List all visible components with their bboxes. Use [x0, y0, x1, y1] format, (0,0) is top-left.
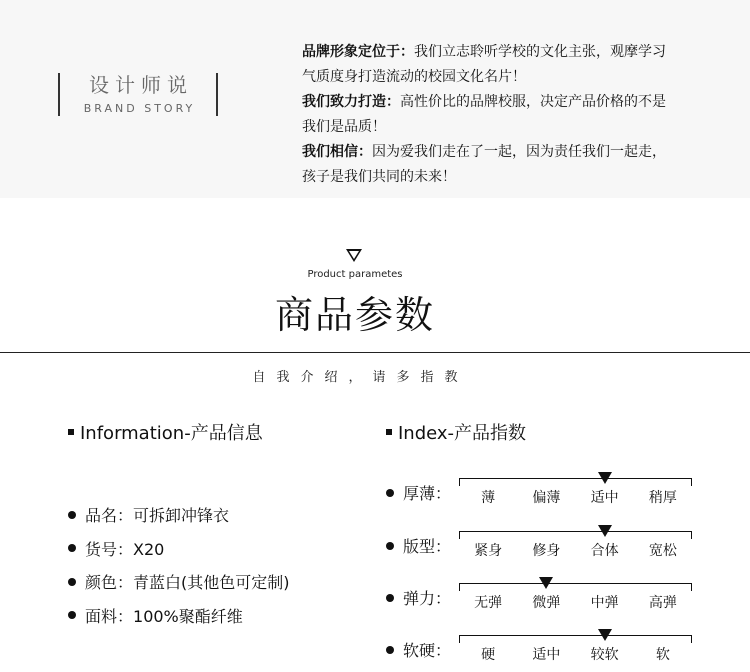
index-option: 偏薄 — [532, 490, 561, 506]
info-item-label: 货号： — [85, 539, 134, 559]
index-label-text: 版型： — [403, 537, 452, 556]
index-row-label — [386, 589, 451, 609]
story-body: 因为爱我们走在了一起，因为责任我们一起走，孩子是我们共同的未来！ — [302, 144, 666, 185]
index-scale-track — [459, 531, 692, 539]
index-marker-icon — [598, 629, 612, 641]
info-list — [68, 506, 290, 640]
index-row-thickness — [386, 486, 696, 516]
story-paragraph — [302, 140, 672, 190]
index-option: 合体 — [590, 543, 619, 559]
params-intro: 自我介绍，请多指教 — [252, 370, 469, 385]
info-item — [68, 607, 290, 641]
info-item-value: 青蓝白(其他色可定制) — [133, 573, 290, 592]
index-option: 适中 — [590, 490, 619, 506]
brand-story-section — [0, 0, 750, 198]
story-label: 我们相信： — [302, 144, 372, 160]
index-option: 中弹 — [590, 595, 619, 611]
story-body: 我们立志聆听学校的文化主张，观摩学习气质度身打造流动的校园文化名片！ — [302, 44, 666, 85]
bullet-dot-icon — [68, 611, 76, 619]
index-scale-track — [459, 478, 692, 486]
info-item-value: X20 — [133, 539, 165, 559]
brand-story-badge — [58, 73, 218, 116]
brand-title-cn: 设计师说 — [89, 73, 193, 97]
story-paragraph — [302, 40, 672, 90]
bullet-dot-icon — [68, 511, 76, 519]
index-row-fit — [386, 539, 696, 569]
index-label-text: 弹力： — [403, 589, 452, 608]
bullet-dot-icon — [386, 646, 394, 654]
index-title-text: Index-产品指数 — [398, 423, 527, 444]
params-title: 商品参数 — [274, 293, 435, 337]
info-item-label: 品名： — [85, 506, 134, 525]
index-marker-icon — [598, 525, 612, 537]
index-option: 较软 — [590, 647, 619, 663]
square-bullet-icon — [386, 429, 392, 435]
index-scale-options — [459, 542, 692, 560]
bullet-dot-icon — [68, 544, 76, 552]
index-option: 薄 — [481, 490, 496, 506]
index-option: 高弹 — [648, 595, 677, 611]
index-option: 硬 — [481, 647, 496, 663]
index-row-label — [386, 537, 451, 557]
index-option: 修身 — [532, 543, 561, 559]
index-scale-options — [459, 489, 692, 507]
info-item-label: 面料： — [85, 606, 134, 626]
section-divider — [0, 352, 750, 353]
index-scale-track — [459, 583, 692, 591]
info-item-value: 100%聚酯纤维 — [133, 606, 243, 626]
params-subtitle: Product parametes — [307, 269, 403, 280]
index-scale-track — [459, 635, 692, 643]
bullet-dot-icon — [386, 489, 394, 497]
info-item-value: 可拆卸冲锋衣 — [133, 506, 230, 525]
info-item — [68, 506, 290, 540]
info-title-text: Information-产品信息 — [80, 423, 263, 444]
index-option: 稍厚 — [648, 490, 677, 506]
index-label-text: 厚薄： — [403, 484, 452, 503]
info-item — [68, 540, 290, 574]
index-option: 软 — [655, 647, 670, 663]
bullet-dot-icon — [68, 578, 76, 586]
index-section-title — [386, 423, 526, 445]
index-scale-options — [459, 646, 692, 664]
index-option: 微弹 — [532, 595, 561, 611]
index-row-label — [386, 641, 451, 661]
story-label: 品牌形象定位于： — [302, 44, 414, 60]
index-row-softness — [386, 643, 696, 672]
index-option: 无弹 — [474, 595, 503, 611]
info-section-title — [68, 423, 263, 445]
index-option: 适中 — [532, 647, 561, 663]
index-row-elasticity — [386, 591, 696, 621]
index-option: 紧身 — [474, 543, 503, 559]
story-label: 我们致力打造： — [302, 94, 400, 110]
brand-story-text — [302, 40, 672, 190]
index-scale-options — [459, 594, 692, 612]
story-paragraph — [302, 90, 672, 140]
story-body: 高性价比的品牌校服，决定产品价格的不是我们是品质！ — [302, 94, 666, 135]
brand-title-en: BRAND STORY — [83, 102, 196, 115]
info-item — [68, 573, 290, 607]
bullet-dot-icon — [386, 542, 394, 550]
index-option: 宽松 — [648, 543, 677, 559]
index-row-label — [386, 484, 451, 504]
index-label-text: 软硬： — [403, 641, 452, 660]
index-marker-icon — [598, 472, 612, 484]
down-triangle-icon — [346, 249, 362, 262]
bullet-dot-icon — [386, 594, 394, 602]
index-marker-icon — [539, 577, 553, 589]
square-bullet-icon — [68, 429, 74, 435]
info-item-label: 颜色： — [85, 573, 134, 592]
